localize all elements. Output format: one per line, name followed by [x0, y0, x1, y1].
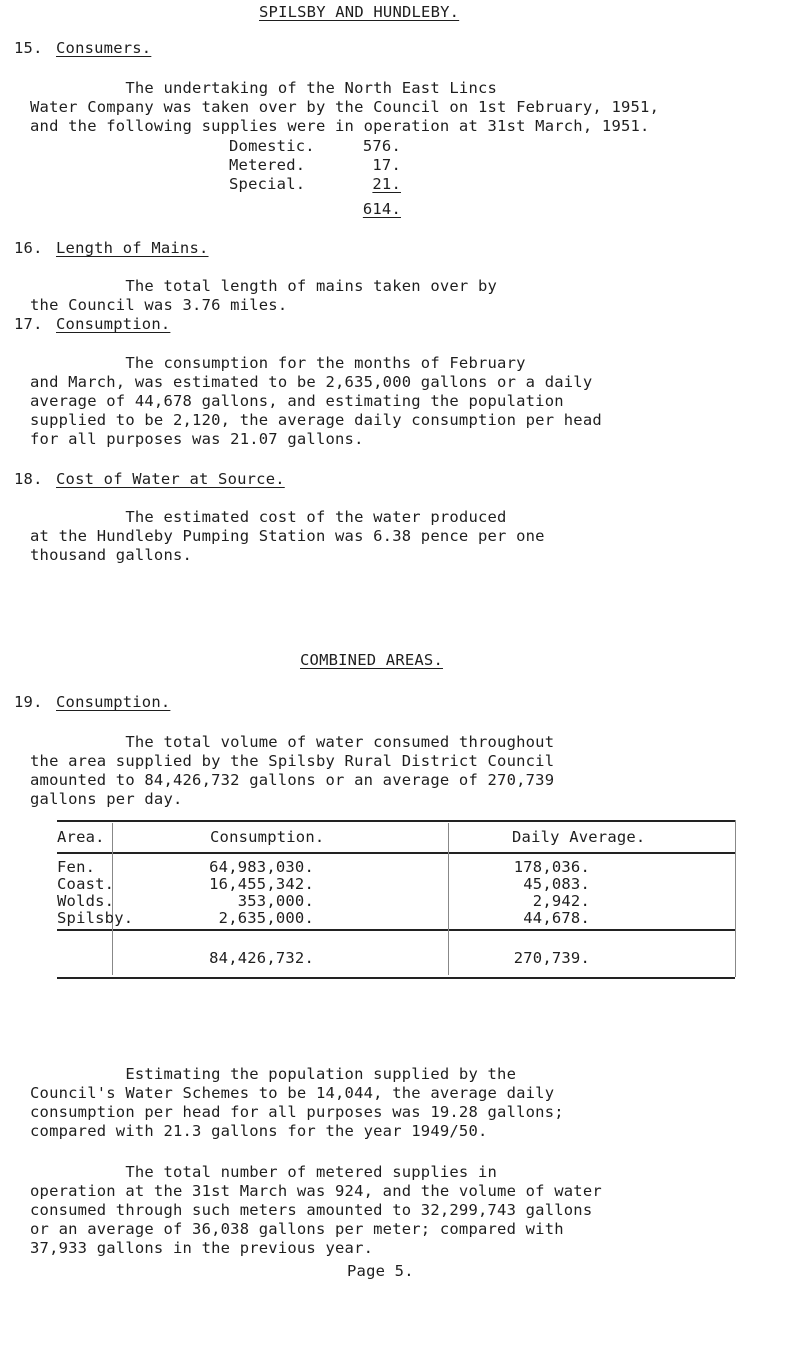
supply-row [229, 175, 401, 194]
table-cell-consumption: 2,635,000. [218, 909, 314, 927]
supply-value: 576. [362, 137, 401, 155]
paragraph-line: compared with 21.3 gallons for the year 1949/50. [30, 1122, 488, 1140]
paragraph-line: consumption per head for all purposes was 19.28 gallons; [30, 1103, 564, 1121]
table-cell-daily: 2,942. [532, 892, 590, 910]
table-rule [57, 929, 735, 931]
table-cell-area: Wolds. [57, 892, 115, 910]
table-cell-consumption: 353,000. [237, 892, 314, 910]
paragraph-line: at the Hundleby Pumping Station was 6.38 pence per one [30, 527, 545, 545]
paragraph-line: average of 44,678 gallons, and estimating the population [30, 392, 564, 410]
supply-row [229, 137, 401, 156]
paragraph-line: The estimated cost of the water produced [30, 508, 507, 526]
supply-value: 21. [372, 175, 401, 193]
supplies-list [229, 137, 401, 219]
paragraph [30, 1163, 770, 1258]
section-number: 19. [14, 693, 43, 711]
table-total-consumption: 84,426,732. [209, 949, 314, 967]
paragraph [30, 1065, 770, 1141]
supply-total: 614. [362, 200, 401, 218]
section-number: 16. [14, 239, 43, 257]
paragraph-line: Council's Water Schemes to be 14,044, the average daily [30, 1084, 555, 1102]
paragraph-line: operation at the 31st March was 924, and the volume of water [30, 1182, 602, 1200]
section-number: 18. [14, 470, 43, 488]
paragraph [30, 508, 770, 565]
combined-areas-heading: COMBINED AREAS. [300, 651, 443, 669]
table-rule [57, 977, 735, 979]
paragraph-line: or an average of 36,038 gallons per meter; compared with [30, 1220, 564, 1238]
supply-row [229, 156, 401, 175]
section-title: Cost of Water at Source. [56, 470, 285, 488]
table-rule [735, 820, 736, 977]
paragraph-line: Estimating the population supplied by the [30, 1065, 517, 1083]
paragraph-line: Water Company was taken over by the Council on 1st February, 1951, [30, 98, 660, 116]
paragraph-line: and the following supplies were in operation at 31st March, 1951. [30, 117, 650, 135]
table-rule [57, 852, 735, 854]
paragraph-line: The consumption for the months of February [30, 354, 526, 372]
supply-label: Metered. [229, 156, 306, 174]
paragraph-line: The total length of mains taken over by [30, 277, 498, 295]
paragraph [30, 354, 770, 449]
table-header: Daily Average. [512, 828, 646, 846]
paragraph-line: supplied to be 2,120, the average daily consumption per head [30, 411, 602, 429]
table-cell-daily: 45,083. [523, 875, 590, 893]
paragraph-line: the Council was 3.76 miles. [30, 296, 288, 314]
page-number: Page 5. [347, 1262, 414, 1280]
section-title: Consumers. [56, 39, 152, 57]
paragraph-line: for all purposes was 21.07 gallons. [30, 430, 364, 448]
table-cell-consumption: 64,983,030. [209, 858, 314, 876]
section-number: 15. [14, 39, 43, 57]
table-cell-daily: 44,678. [523, 909, 590, 927]
section-title: Consumption. [56, 693, 171, 711]
paragraph-line: and March, was estimated to be 2,635,000 gallons or a daily [30, 373, 593, 391]
table-rule [57, 820, 735, 822]
table-total-daily: 270,739. [513, 949, 590, 967]
paragraph [30, 733, 770, 809]
paragraph-line: The undertaking of the North East Lincs [30, 79, 498, 97]
supply-value: 17. [372, 156, 401, 174]
section-title: Length of Mains. [56, 239, 209, 257]
supply-label: Special. [229, 175, 306, 193]
table-cell-daily: 178,036. [513, 858, 590, 876]
table-cell-consumption: 16,455,342. [209, 875, 314, 893]
page-header: SPILSBY AND HUNDLEBY. [259, 3, 460, 21]
paragraph [30, 277, 770, 315]
paragraph-line: The total number of metered supplies in [30, 1163, 498, 1181]
paragraph-line: thousand gallons. [30, 546, 193, 564]
table-header: Consumption. [210, 828, 325, 846]
table-cell-area: Fen. [57, 858, 96, 876]
paragraph-line: the area supplied by the Spilsby Rural District Council [30, 752, 555, 770]
table-rule [448, 823, 449, 975]
section-title: Consumption. [56, 315, 171, 333]
supply-total-row [229, 200, 401, 219]
paragraph-line: 37,933 gallons in the previous year. [30, 1239, 374, 1257]
paragraph [30, 79, 770, 136]
paragraph-line: gallons per day. [30, 790, 183, 808]
paragraph-line: The total volume of water consumed throughout [30, 733, 555, 751]
table-cell-area: Coast. [57, 875, 115, 893]
paragraph-line: amounted to 84,426,732 gallons or an average of 270,739 [30, 771, 555, 789]
section-number: 17. [14, 315, 43, 333]
supply-label: Domestic. [229, 137, 315, 155]
table-cell-area: Spilsby. [57, 909, 134, 927]
paragraph-line: consumed through such meters amounted to 32,299,743 gallons [30, 1201, 593, 1219]
table-header: Area. [57, 828, 105, 846]
